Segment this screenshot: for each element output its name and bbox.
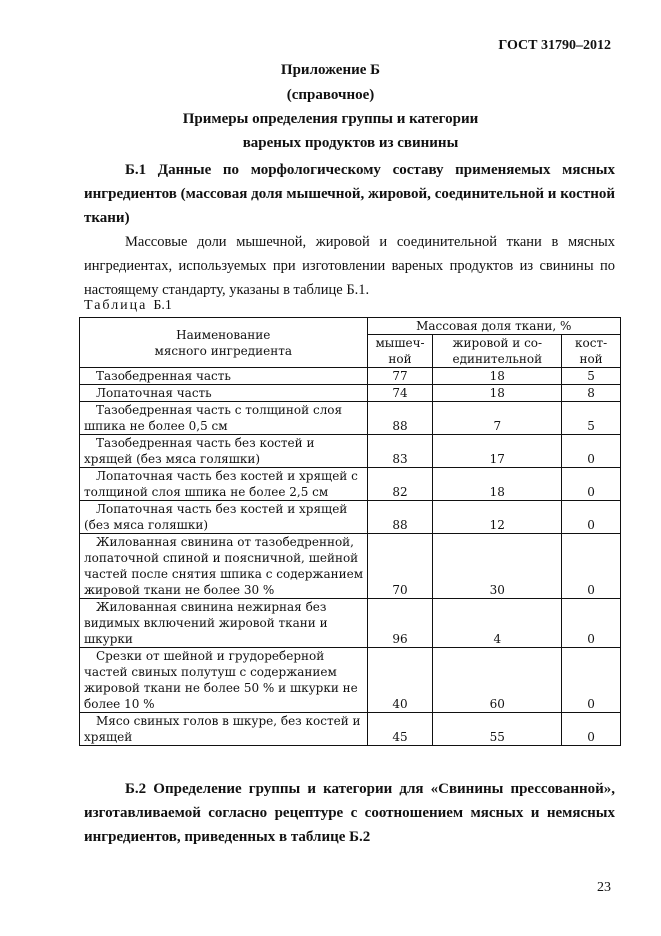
bone-share: 5 (562, 402, 621, 435)
page-number: 23 (597, 880, 611, 895)
ingredient-name (80, 402, 368, 435)
muscle-share: 96 (367, 599, 433, 648)
bone-share: 0 (562, 648, 621, 713)
ingredient-name-text: Срезки от шейной и грудореберной частей свиных полутуш с содержанием жировой ткани не более 50 % и шкурки не более 10 % (84, 649, 358, 711)
bone-share: 0 (562, 435, 621, 468)
bone-share: 0 (562, 501, 621, 534)
table-caption-word: Таблица (84, 298, 148, 313)
section-1-heading: Б.1 Данные по морфологическому составу применяемых мясных ингредиентов (массовая доля мышечной, жировой, соединительной и костной ткани) (84, 162, 615, 226)
bone-share: 0 (562, 713, 621, 746)
fat-connective-share: 18 (433, 468, 562, 501)
ingredient-name-text: Жилованная свинина от тазобедренной, лопаточной спиной и поясничной, шейной частей после снятия шпика с содержанием жировой ткани не более 30 % (84, 535, 364, 597)
muscle-share: 74 (367, 385, 433, 402)
bone-share: 0 (562, 534, 621, 599)
table-row (80, 501, 621, 534)
table-row (80, 599, 621, 648)
header-fat-connective: жировой и со-единительной (433, 335, 562, 368)
appendix-title: Приложение Б (280, 62, 381, 78)
table-caption-number: Б.1 (153, 298, 172, 313)
muscle-share: 82 (367, 468, 433, 501)
header-ingredient-name: Наименование мясного ингредиента (80, 318, 368, 368)
ingredient-name-text: Лопаточная часть (96, 386, 212, 400)
ingredient-name-text: Тазобедренная часть без костей и хрящей (без мяса голяшки) (84, 436, 315, 466)
muscle-share: 88 (367, 402, 433, 435)
table-row (80, 468, 621, 501)
fat-connective-share: 7 (433, 402, 562, 435)
fat-connective-share: 4 (433, 599, 562, 648)
ingredient-name (80, 368, 368, 385)
ingredient-name-text: Лопаточная часть без костей и хрящей с толщиной слоя шпика не более 2,5 см (84, 469, 358, 499)
muscle-share: 70 (367, 534, 433, 599)
table-row (80, 648, 621, 713)
ingredient-name (80, 501, 368, 534)
bone-share: 0 (562, 468, 621, 501)
header-muscle: мышеч-ной (367, 335, 433, 368)
muscle-share: 45 (367, 713, 433, 746)
ingredient-name-text: Тазобедренная часть (96, 369, 231, 383)
table-row (80, 435, 621, 468)
ingredient-name (80, 435, 368, 468)
ingredient-name (80, 468, 368, 501)
appendix-heading-line2: вареных продуктов из свинины (242, 135, 459, 151)
bone-share: 5 (562, 368, 621, 385)
section-2-heading: Б.2 Определение группы и категории для «Свинины прессованной», изготавливаемой согласно рецептуре с соотношением мясных и немясных ингредиентов, приведенных в таблице Б.2 (84, 781, 615, 845)
table-row (80, 534, 621, 599)
fat-connective-share: 17 (433, 435, 562, 468)
appendix-subtitle: (справочное) (286, 87, 375, 103)
table-row (80, 713, 621, 746)
fat-connective-share: 60 (433, 648, 562, 713)
bone-share: 0 (562, 599, 621, 648)
ingredient-name-text: Жилованная свинина нежирная без видимых включений жировой ткани и шкурки (84, 600, 328, 646)
table-row (80, 402, 621, 435)
bone-share: 8 (562, 385, 621, 402)
table-caption (84, 298, 172, 314)
table-row (80, 385, 621, 402)
ingredient-name-text: Мясо свиных голов в шкуре, без костей и хрящей (84, 714, 361, 744)
fat-connective-share: 12 (433, 501, 562, 534)
fat-connective-share: 30 (433, 534, 562, 599)
table-row (80, 368, 621, 385)
header-tissue-share: Массовая доля ткани, % (367, 318, 620, 335)
ingredient-name (80, 534, 368, 599)
muscle-share: 40 (367, 648, 433, 713)
fat-connective-share: 18 (433, 385, 562, 402)
header-bone: кост-ной (562, 335, 621, 368)
appendix-heading-line1: Примеры определения группы и категории (182, 111, 479, 127)
section-1-paragraph: Массовые доли мышечной, жировой и соединительной ткани в мясных ингредиентах, используемых при изготовлении вареных продуктов из свинины по настоящему стандарту, указаны в таблице Б.1. (84, 234, 615, 298)
ingredient-name-text: Лопаточная часть без костей и хрящей (без мяса голяшки) (84, 502, 348, 532)
muscle-share: 77 (367, 368, 433, 385)
muscle-share: 88 (367, 501, 433, 534)
ingredient-name (80, 713, 368, 746)
ingredient-name (80, 385, 368, 402)
tissue-composition-table (79, 317, 621, 746)
ingredient-name-text: Тазобедренная часть с толщиной слоя шпика не более 0,5 см (84, 403, 343, 433)
ingredient-name (80, 648, 368, 713)
ingredient-name (80, 599, 368, 648)
muscle-share: 83 (367, 435, 433, 468)
fat-connective-share: 18 (433, 368, 562, 385)
fat-connective-share: 55 (433, 713, 562, 746)
standard-code: ГОСТ 31790–2012 (498, 38, 611, 53)
